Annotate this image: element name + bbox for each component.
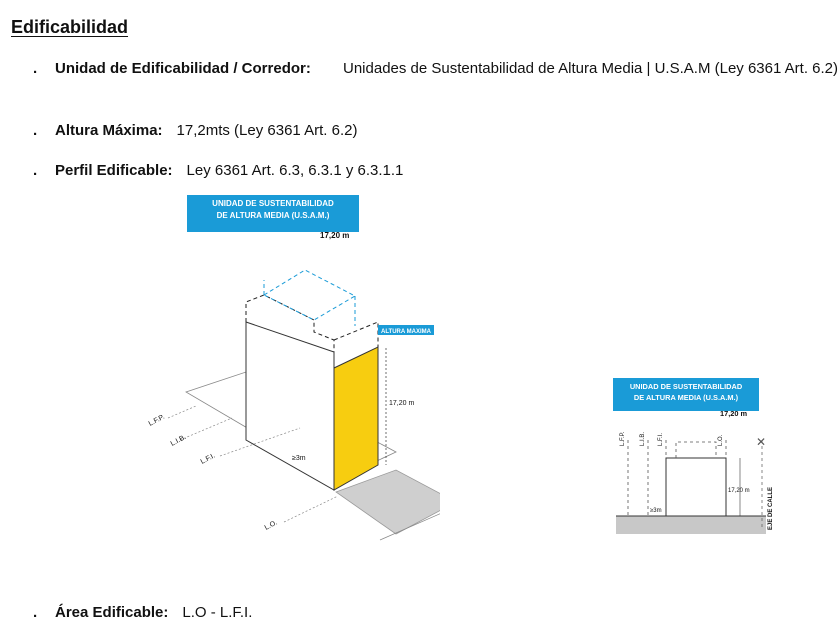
- iso-lfi-dim: ≥3m: [292, 455, 306, 462]
- bullet: .: [33, 162, 38, 179]
- section-height-dim: 17,20 m: [728, 488, 750, 494]
- section-label-lib: L.I.B.: [640, 431, 646, 446]
- building-front-highlight: [334, 347, 378, 490]
- section-label-lfi: L.F.I.: [658, 432, 664, 446]
- item-label: Perfil Edificable:: [55, 162, 173, 179]
- section-diagram: [610, 376, 785, 541]
- item-label: Área Edificable:: [55, 604, 169, 621]
- section-ground: [616, 516, 766, 534]
- setback-profile-front: [334, 322, 378, 347]
- iso-label-lib: L.I.B.: [169, 433, 188, 448]
- section-lfi-dim: ≥3m: [650, 508, 662, 514]
- item-label: Altura Máxima:: [55, 122, 163, 139]
- section-title-line1: UNIDAD DE SUSTENTABILIDAD: [629, 382, 743, 391]
- section-title: Edificabilidad: [11, 17, 129, 37]
- bullet: .: [33, 60, 38, 77]
- iso-height-dim: 17,20 m: [389, 400, 415, 407]
- section-setback: [676, 442, 716, 458]
- street-axis-icon: ✕: [756, 435, 767, 449]
- iso-title-line2: DE ALTURA MEDIA (U.S.A.M.): [216, 211, 330, 220]
- isometric-diagram: [140, 192, 440, 542]
- item-row: [55, 120, 357, 141]
- item-row: [55, 58, 311, 79]
- iso-label-lfi: L.F.I.: [199, 452, 217, 466]
- item-value: Unidades de Sustentabilidad de Altura Media | U.S.A.M (Ley 6361 Art. 6.2): [343, 60, 839, 77]
- bullet: .: [33, 604, 38, 621]
- item-value: 17,2mts (Ley 6361 Art. 6.2): [176, 122, 358, 139]
- iso-height-badge: 17,20 m: [320, 231, 350, 240]
- upper-volume: [264, 270, 355, 320]
- section-title-line2: DE ALTURA MEDIA (U.S.A.M.): [633, 393, 739, 402]
- section-building: [666, 458, 726, 516]
- section-label-lo: L.O.: [718, 434, 724, 446]
- altura-maxima-label: ALTURA MAXIMA: [381, 329, 431, 335]
- lo-leader: [284, 496, 338, 522]
- item-value: L.O - L.F.I.: [182, 604, 253, 621]
- section-label-lfp: L.F.P.: [620, 431, 626, 446]
- item-label: Unidad de Edificabilidad / Corredor:: [55, 60, 311, 77]
- iso-label-lo: L.O.: [263, 519, 279, 532]
- section-height-badge: 17,20 m: [720, 409, 748, 418]
- bullet: .: [33, 122, 38, 139]
- lfp-leader: [168, 406, 196, 418]
- lib-leader: [180, 418, 232, 440]
- iso-title-line1: UNIDAD DE SUSTENTABILIDAD: [212, 199, 334, 208]
- building-side: [246, 322, 334, 490]
- iso-label-lfp: L.F.P.: [147, 413, 166, 428]
- item-value: Ley 6361 Art. 6.3, 6.3.1 y 6.3.1.1: [186, 162, 404, 179]
- item-row: [55, 160, 403, 181]
- item-row: [55, 602, 252, 623]
- section-eje-calle: EJE DE CALLE: [768, 486, 774, 530]
